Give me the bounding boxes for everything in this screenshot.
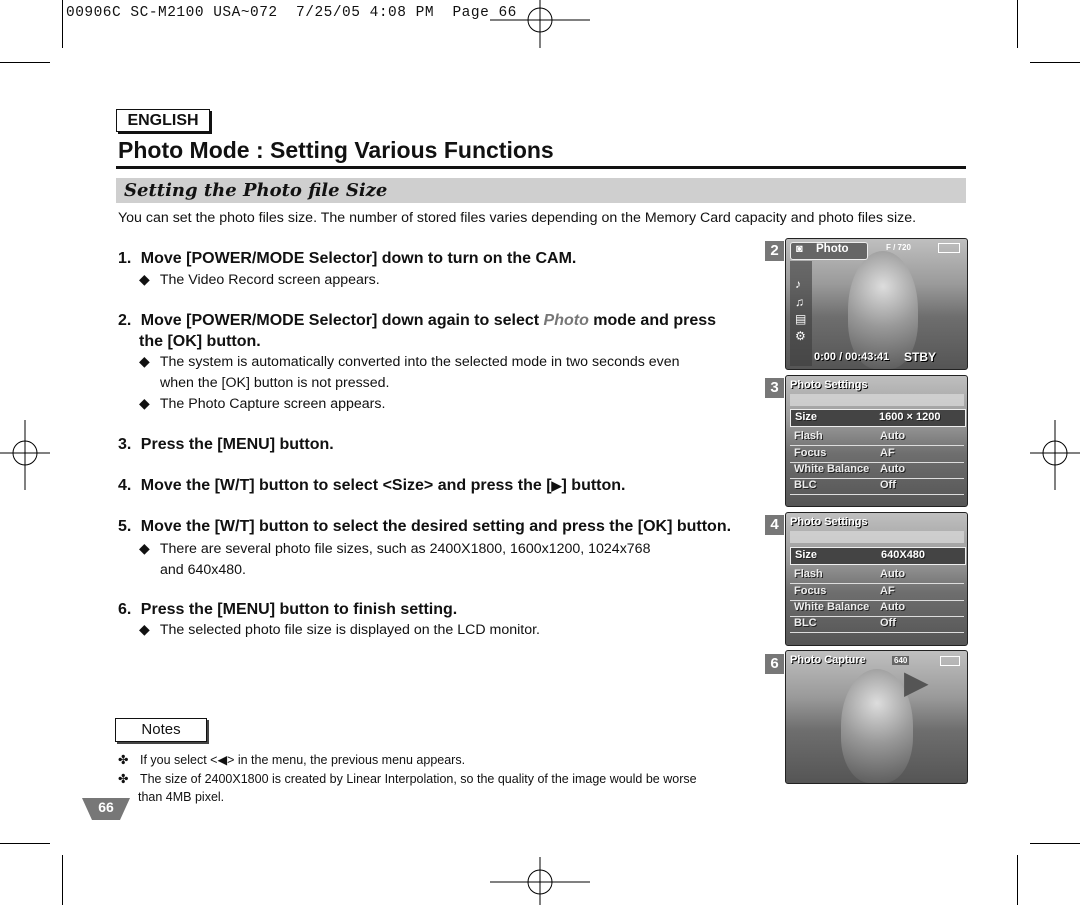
step-number: 3. [118,436,132,453]
print-header: 00906C SC-M2100 USA~072 7/25/05 4:08 PM Page 66 [66,5,517,21]
play-icon: ▶ [904,664,929,700]
screen-number: 3 [765,378,784,398]
menu-row-white-balance[interactable]: White Balance Auto [790,462,964,479]
crop-mark [0,62,50,63]
intro-text: You can set the photo files size. The number of stored files varies depending on the Memory Card capacity and photo files size. [118,210,917,226]
crop-mark [0,843,50,844]
bullet-icon: ◆ [139,541,150,557]
menu-row-flash[interactable]: Flash Auto [790,567,964,584]
crop-mark [1030,843,1080,844]
menu-row-focus[interactable]: Focus AF [790,584,964,601]
bullet-continuation: and 640x480. [160,562,246,578]
bullet: ◆ The Photo Capture screen appears. [139,396,386,412]
step-number: 5. [118,518,132,535]
screen-photo-settings-selected [785,512,968,646]
registration-mark-top [490,0,590,48]
child-photo [841,669,913,783]
notes-label: Notes [115,718,207,742]
battery-icon [940,656,960,666]
menu-row-focus[interactable]: Focus AF [790,446,964,463]
crop-mark [62,855,63,905]
menu-title: Photo Settings [790,379,868,391]
page-title: Photo Mode : Setting Various Functions [118,137,554,163]
timecode: 0:00 / 00:43:41 [814,351,890,363]
note-item: ✤ The size of 2400X1800 is created by Linear Interpolation, so the quality of the image would be worse [118,772,697,786]
note-bullet-icon: ✤ [118,753,129,767]
bullet: ◆ The selected photo file size is displayed on the LCD monitor. [139,622,540,638]
menu-row-flash[interactable]: Flash Auto [790,429,964,446]
screen-number: 4 [765,515,784,535]
bullet-icon: ◆ [139,396,150,412]
step-number: 4. [118,477,132,494]
play-arrow-icon: ▶ [551,478,562,493]
menu-row-blc[interactable]: BLC Off [790,616,964,633]
note-continuation: than 4MB pixel. [138,790,225,804]
settings-icon: ⚙ [795,329,806,343]
title-divider [116,166,966,169]
section-title: Setting the Photo file Size [124,180,388,201]
screen-photo-settings [785,375,968,507]
crop-mark [62,0,63,48]
screen-video-record [785,238,968,370]
registration-mark-right [1030,420,1080,490]
screen-number: 6 [765,654,784,674]
crop-mark [1017,855,1018,905]
step-2-line2: the [OK] button. [139,333,261,350]
page-number: 66 [98,799,114,815]
left-arrow-icon: ◀ [217,753,228,767]
menu-row-size[interactable]: Size 640X480 [790,547,966,565]
step-2: 2. Move [POWER/MODE Selector] down again to select Photo mode and press [118,312,717,329]
mode-label: Photo [816,243,849,255]
menu-row-size[interactable]: Size 1600 × 1200 [790,409,966,427]
bullet: ◆ The system is automatically converted into the selected mode in two seconds even [139,354,680,370]
registration-mark-bottom [490,857,590,905]
menu-title: Photo Settings [790,516,868,528]
step-6: 6. Press the [MENU] button to finish setting. [118,601,458,618]
menu-tab-bar [790,531,964,543]
file-icon: ▤ [795,312,807,326]
bullet: ◆ There are several photo file sizes, such as 2400X1800, 1600x1200, 1024x768 [139,541,651,557]
camera-icon: ◙ [796,243,803,255]
step-3: 3. Press the [MENU] button. [118,436,334,453]
battery-icon [938,243,960,253]
screen-number: 2 [765,241,784,261]
mode-title: Photo Capture [790,654,866,666]
resolution-indicator: F / 720 [886,243,911,252]
bullet: ◆ The Video Record screen appears. [139,272,380,288]
menu-row-blc[interactable]: BLC Off [790,478,964,495]
step-1 [118,250,576,268]
step-text: Move [POWER/MODE Selector] down to turn on the CAM. [140,250,577,267]
note-item: ✤ If you select <◀> in the menu, the previous menu appears. [118,753,466,767]
size-badge: 640 [894,656,908,665]
language-tab: ENGLISH [116,109,210,132]
step-5: 5. Move the [W/T] button to select the desired setting and press the [OK] button. [118,518,732,535]
crop-mark [1017,0,1018,48]
step-number: 6. [118,601,132,618]
bullet-icon: ◆ [139,622,150,638]
bullet-icon: ◆ [139,354,150,370]
standby-status: STBY [904,350,937,364]
photo-mode-word: Photo [543,312,589,329]
registration-mark-left [0,420,50,490]
menu-tab-bar [790,394,964,406]
music-icon: ♪ [795,277,801,291]
step-number: 2. [118,312,132,329]
step-4: 4. Move the [W/T] button to select <Size> and press the [▶] button. [118,477,626,494]
bullet-continuation: when the [OK] button is not pressed. [160,375,390,391]
note-bullet-icon: ✤ [118,772,129,786]
screen-photo-capture [785,650,968,784]
voice-icon: ♫ [795,295,804,309]
bullet-icon: ◆ [139,272,150,288]
step-number: 1. [118,250,132,267]
menu-row-white-balance[interactable]: White Balance Auto [790,600,964,617]
crop-mark [1030,62,1080,63]
